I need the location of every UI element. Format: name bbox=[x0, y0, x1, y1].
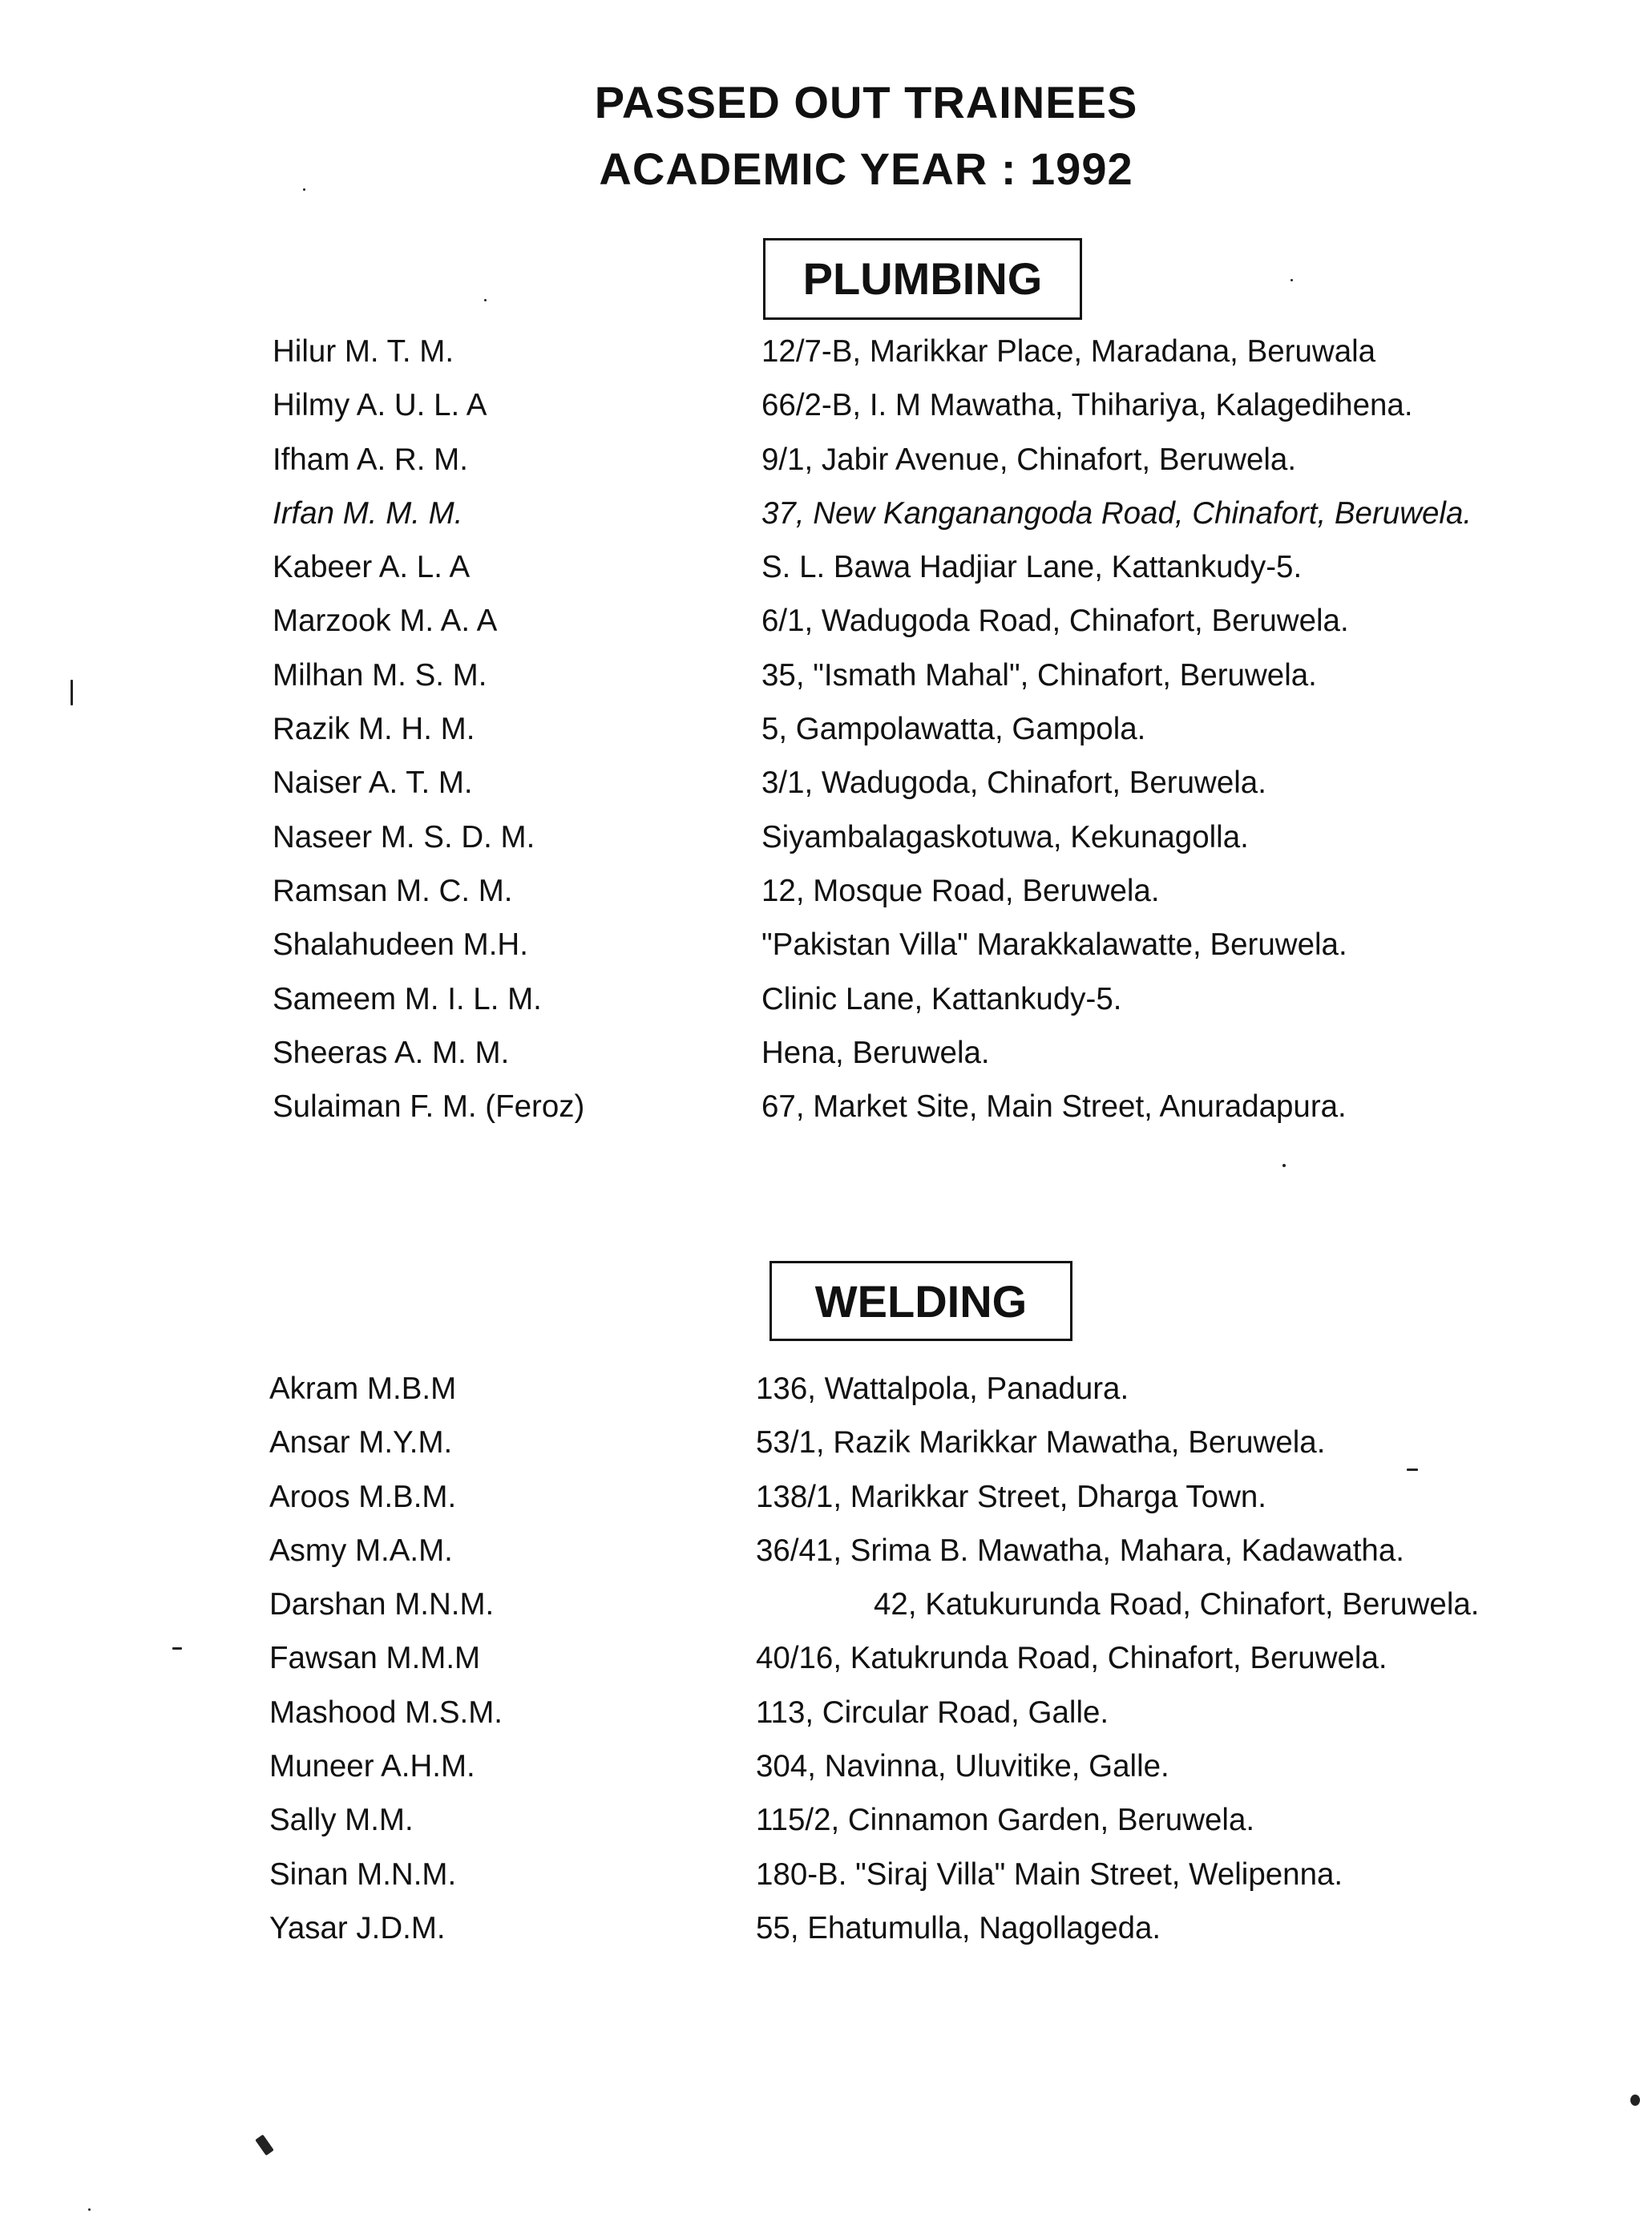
trainee-name: Sally M.M. bbox=[269, 1803, 414, 1838]
list-item bbox=[0, 766, 1652, 819]
scan-speck bbox=[1630, 2095, 1640, 2106]
document-title: PASSED OUT TRAINEES bbox=[594, 77, 1138, 127]
scan-speck bbox=[484, 299, 487, 301]
trainee-address: 136, Wattalpola, Panadura. bbox=[756, 1372, 1129, 1406]
trainee-address: Clinic Lane, Kattankudy-5. bbox=[761, 981, 1122, 1016]
trainee-address: 35, "Ismath Mahal", Chinafort, Beruwela. bbox=[761, 657, 1317, 693]
list-item bbox=[0, 874, 1652, 927]
trainee-name: Ifham A. R. M. bbox=[273, 442, 468, 477]
trainee-name: Irfan M. M. M. bbox=[273, 495, 463, 531]
scan-speck bbox=[255, 2135, 274, 2156]
trainee-address: 42, Katukurunda Road, Chinafort, Beruwela. bbox=[874, 1587, 1480, 1622]
list-item bbox=[0, 1372, 1652, 1425]
trainee-name: Sinan M.N.M. bbox=[269, 1856, 457, 1892]
list-item bbox=[0, 982, 1652, 1036]
trainee-address: 115/2, Cinnamon Garden, Beruwela. bbox=[756, 1803, 1255, 1838]
list-item bbox=[0, 927, 1652, 981]
trainee-name: Mashood M.S.M. bbox=[269, 1695, 503, 1730]
trainee-name: Kabeer A. L. A bbox=[273, 550, 471, 585]
scan-speck bbox=[1407, 1469, 1418, 1471]
list-item bbox=[0, 712, 1652, 766]
section-heading-welding: WELDING bbox=[769, 1261, 1072, 1341]
list-item bbox=[0, 1425, 1652, 1479]
list-item bbox=[0, 1533, 1652, 1587]
scan-speck bbox=[71, 680, 73, 705]
trainee-address: 180-B. "Siraj Villa" Main Street, Welipenna. bbox=[756, 1856, 1343, 1892]
trainee-address: 37, New Kanganangoda Road, Chinafort, Beruwela. bbox=[761, 495, 1472, 531]
list-item bbox=[0, 1803, 1652, 1856]
trainee-address: 3/1, Wadugoda, Chinafort, Beruwela. bbox=[761, 766, 1266, 801]
scan-speck bbox=[172, 1647, 182, 1650]
list-item bbox=[0, 1641, 1652, 1695]
trainee-name: Shalahudeen M.H. bbox=[273, 927, 528, 963]
trainee-address: 12, Mosque Road, Beruwela. bbox=[761, 873, 1160, 908]
section-heading-plumbing: PLUMBING bbox=[763, 238, 1082, 320]
welding-trainee-list bbox=[0, 1372, 1652, 1965]
trainee-address: S. L. Bawa Hadjiar Lane, Kattankudy-5. bbox=[761, 550, 1303, 585]
list-item bbox=[0, 1911, 1652, 1965]
scan-speck bbox=[1290, 279, 1293, 281]
scan-speck bbox=[303, 188, 305, 191]
trainee-address: 55, Ehatumulla, Nagollageda. bbox=[756, 1910, 1161, 1945]
trainee-name: Naiser A. T. M. bbox=[273, 766, 473, 801]
list-item bbox=[0, 604, 1652, 657]
scan-speck bbox=[88, 2208, 91, 2211]
trainee-address: Siyambalagaskotuwa, Kekunagolla. bbox=[761, 819, 1249, 854]
scan-speck bbox=[1282, 1164, 1286, 1167]
trainee-name: Fawsan M.M.M bbox=[269, 1641, 481, 1676]
trainee-name: Akram M.B.M bbox=[269, 1372, 457, 1406]
trainee-name: Hilur M. T. M. bbox=[273, 334, 454, 369]
trainee-name: Aroos M.B.M. bbox=[269, 1479, 457, 1514]
trainee-name: Muneer A.H.M. bbox=[269, 1749, 475, 1784]
trainee-address: 304, Navinna, Uluvitike, Galle. bbox=[756, 1749, 1169, 1784]
trainee-address: 113, Circular Road, Galle. bbox=[756, 1695, 1109, 1730]
list-item bbox=[0, 550, 1652, 604]
list-item bbox=[0, 388, 1652, 442]
list-item bbox=[0, 820, 1652, 874]
list-item bbox=[0, 496, 1652, 550]
list-item bbox=[0, 658, 1652, 712]
trainee-address: 67, Market Site, Main Street, Anuradapura. bbox=[761, 1089, 1347, 1125]
trainee-name: Sameem M. I. L. M. bbox=[273, 981, 542, 1016]
trainee-name: Darshan M.N.M. bbox=[269, 1587, 495, 1622]
trainee-name: Razik M. H. M. bbox=[273, 712, 475, 747]
list-item bbox=[0, 1695, 1652, 1749]
trainee-address: 138/1, Marikkar Street, Dharga Town. bbox=[756, 1479, 1266, 1514]
trainee-name: Ramsan M. C. M. bbox=[273, 873, 513, 908]
trainee-address: 66/2-B, I. M Mawatha, Thihariya, Kalagedihena. bbox=[761, 388, 1413, 423]
list-item bbox=[0, 1749, 1652, 1803]
list-item bbox=[0, 334, 1652, 388]
trainee-name: Yasar J.D.M. bbox=[269, 1910, 446, 1945]
trainee-name: Asmy M.A.M. bbox=[269, 1533, 453, 1568]
trainee-address: Hena, Beruwela. bbox=[761, 1035, 990, 1070]
trainee-address: 53/1, Razik Marikkar Mawatha, Beruwela. bbox=[756, 1425, 1326, 1460]
list-item bbox=[0, 1857, 1652, 1911]
document-subtitle: ACADEMIC YEAR : 1992 bbox=[599, 143, 1133, 194]
list-item bbox=[0, 442, 1652, 496]
trainee-name: Marzook M. A. A bbox=[273, 604, 498, 639]
list-item bbox=[0, 1480, 1652, 1533]
trainee-address: 5, Gampolawatta, Gampola. bbox=[761, 712, 1146, 747]
trainee-address: 9/1, Jabir Avenue, Chinafort, Beruwela. bbox=[761, 442, 1297, 477]
list-item bbox=[0, 1089, 1652, 1143]
trainee-address: 12/7-B, Marikkar Place, Maradana, Beruwala bbox=[761, 334, 1376, 369]
trainee-address: "Pakistan Villa" Marakkalawatte, Beruwela. bbox=[761, 927, 1347, 963]
trainee-address: 36/41, Srima B. Mawatha, Mahara, Kadawatha. bbox=[756, 1533, 1404, 1568]
trainee-name: Hilmy A. U. L. A bbox=[273, 388, 487, 423]
list-item bbox=[0, 1036, 1652, 1089]
trainee-name: Sheeras A. M. M. bbox=[273, 1035, 510, 1070]
plumbing-trainee-list bbox=[0, 334, 1652, 1143]
list-item bbox=[0, 1587, 1652, 1641]
trainee-name: Sulaiman F. M. (Feroz) bbox=[273, 1089, 585, 1125]
trainee-address: 6/1, Wadugoda Road, Chinafort, Beruwela. bbox=[761, 604, 1349, 639]
trainee-address: 40/16, Katukrunda Road, Chinafort, Beruwela. bbox=[756, 1641, 1387, 1676]
trainee-name: Naseer M. S. D. M. bbox=[273, 819, 535, 854]
trainee-name: Ansar M.Y.M. bbox=[269, 1425, 453, 1460]
trainee-name: Milhan M. S. M. bbox=[273, 657, 487, 693]
